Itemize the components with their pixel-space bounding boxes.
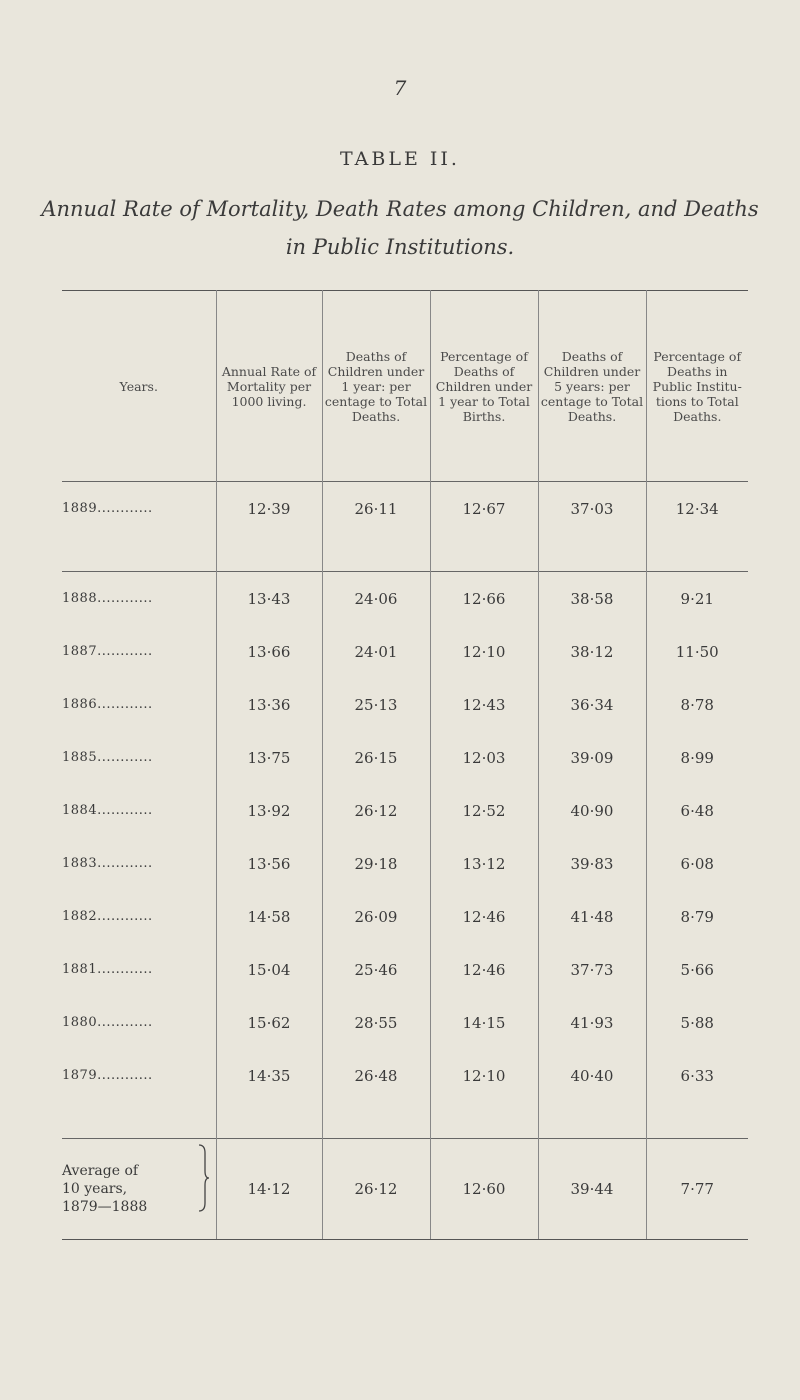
brace-icon [196, 1143, 210, 1213]
cell-value: 39·09 [538, 731, 646, 784]
cell-value: 5·66 [646, 943, 748, 996]
cell-value: 24·06 [322, 572, 430, 626]
cell-value: 15·62 [216, 996, 322, 1049]
cell-value: 41·48 [538, 890, 646, 943]
cell-value: 25·46 [322, 943, 430, 996]
cell-value: 41·93 [538, 996, 646, 1049]
cell-value: 39·83 [538, 837, 646, 890]
cell-value: 12·60 [430, 1139, 538, 1240]
cell-value: 12·10 [430, 625, 538, 678]
table-row [62, 943, 748, 996]
row-year: 1884............ [62, 803, 153, 818]
table-row [62, 572, 748, 626]
header-years: Years. [119, 378, 158, 394]
row-year: 1886............ [62, 697, 153, 712]
cell-value: 40·90 [538, 784, 646, 837]
page-number: 7 [393, 76, 407, 100]
cell-value: 8·78 [646, 678, 748, 731]
header-children-deaths-to-births: Percentage of Deaths of Children under 1 year to Total Births. [430, 291, 538, 482]
row-year: 1887............ [62, 644, 153, 659]
table-row-average [62, 1139, 748, 1240]
cell-value: 11·50 [646, 625, 748, 678]
cell-value: 26·15 [322, 731, 430, 784]
cell-value: 12·52 [430, 784, 538, 837]
cell-value: 14·12 [216, 1139, 322, 1240]
table-row [62, 784, 748, 837]
cell-value: 12·10 [430, 1049, 538, 1102]
cell-value: 37·03 [538, 482, 646, 536]
cell-value: 14·35 [216, 1049, 322, 1102]
cell-value: 28·55 [322, 996, 430, 1049]
average-label [62, 1139, 216, 1240]
cell-value: 38·58 [538, 572, 646, 626]
cell-value: 36·34 [538, 678, 646, 731]
cell-value: 8·99 [646, 731, 748, 784]
cell-value: 29·18 [322, 837, 430, 890]
cell-value: 12·66 [430, 572, 538, 626]
separator-row [62, 1102, 748, 1139]
cell-value: 40·40 [538, 1049, 646, 1102]
cell-value: 7·77 [646, 1139, 748, 1240]
average-label-line: 10 years, [62, 1181, 128, 1197]
table-row [62, 1049, 748, 1102]
table-row [62, 996, 748, 1049]
cell-value: 13·75 [216, 731, 322, 784]
header-children-deaths-under-1: Deaths of Children under 1 year: per centage to Total Deaths. [322, 291, 430, 482]
row-year: 1888............ [62, 572, 216, 626]
cell-value: 24·01 [322, 625, 430, 678]
separator-row [62, 535, 748, 572]
average-label-line: Average of [62, 1163, 139, 1179]
table-subtitle: Annual Rate of Mortality, Death Rates among Children, and Deaths in Public Institutions. [41, 197, 759, 259]
cell-value: 12·46 [430, 943, 538, 996]
cell-value: 15·04 [216, 943, 322, 996]
table-row [62, 837, 748, 890]
header-annual-rate: Annual Rate of Mortality per 1000 living. [216, 291, 322, 482]
cell-value: 6·33 [646, 1049, 748, 1102]
cell-value: 9·21 [646, 572, 748, 626]
row-year: 1882............ [62, 909, 153, 924]
cell-value: 12·34 [646, 482, 748, 536]
mortality-table [62, 290, 748, 1240]
cell-value: 12·39 [216, 482, 322, 536]
cell-value: 14·15 [430, 996, 538, 1049]
table-row-current [62, 482, 748, 536]
cell-value: 13·12 [430, 837, 538, 890]
header-children-deaths-under-5: Deaths of Children under 5 years: per centage to Total Deaths. [538, 291, 646, 482]
cell-value: 26·12 [322, 784, 430, 837]
header-public-institutions: Percentage of Deaths in Public Institu- tions to Total Deaths. [646, 291, 748, 482]
cell-value: 6·48 [646, 784, 748, 837]
row-year: 1879............ [62, 1068, 153, 1083]
cell-value: 26·09 [322, 890, 430, 943]
cell-value: 8·79 [646, 890, 748, 943]
cell-value: 26·12 [322, 1139, 430, 1240]
cell-value: 37·73 [538, 943, 646, 996]
row-year: 1881............ [62, 962, 153, 977]
cell-value: 12·03 [430, 731, 538, 784]
cell-value: 26·11 [322, 482, 430, 536]
table-row [62, 731, 748, 784]
cell-value: 12·67 [430, 482, 538, 536]
cell-value: 5·88 [646, 996, 748, 1049]
cell-value: 38·12 [538, 625, 646, 678]
header-row [62, 291, 748, 482]
cell-value: 13·66 [216, 625, 322, 678]
average-label-line: 1879—1888 [62, 1199, 148, 1215]
table-row [62, 678, 748, 731]
row-year: 1880............ [62, 1015, 153, 1030]
cell-value: 39·44 [538, 1139, 646, 1240]
cell-value: 25·13 [322, 678, 430, 731]
row-year: 1885............ [62, 750, 153, 765]
cell-value: 14·58 [216, 890, 322, 943]
cell-value: 13·36 [216, 678, 322, 731]
cell-value: 6·08 [646, 837, 748, 890]
row-year: 1883............ [62, 856, 153, 871]
table-row [62, 625, 748, 678]
row-year: 1889............ [62, 482, 216, 536]
cell-value: 13·43 [216, 572, 322, 626]
cell-value: 13·56 [216, 837, 322, 890]
table-row [62, 890, 748, 943]
table-title: TABLE II. [340, 148, 460, 170]
cell-value: 13·92 [216, 784, 322, 837]
cell-value: 26·48 [322, 1049, 430, 1102]
cell-value: 12·46 [430, 890, 538, 943]
cell-value: 12·43 [430, 678, 538, 731]
